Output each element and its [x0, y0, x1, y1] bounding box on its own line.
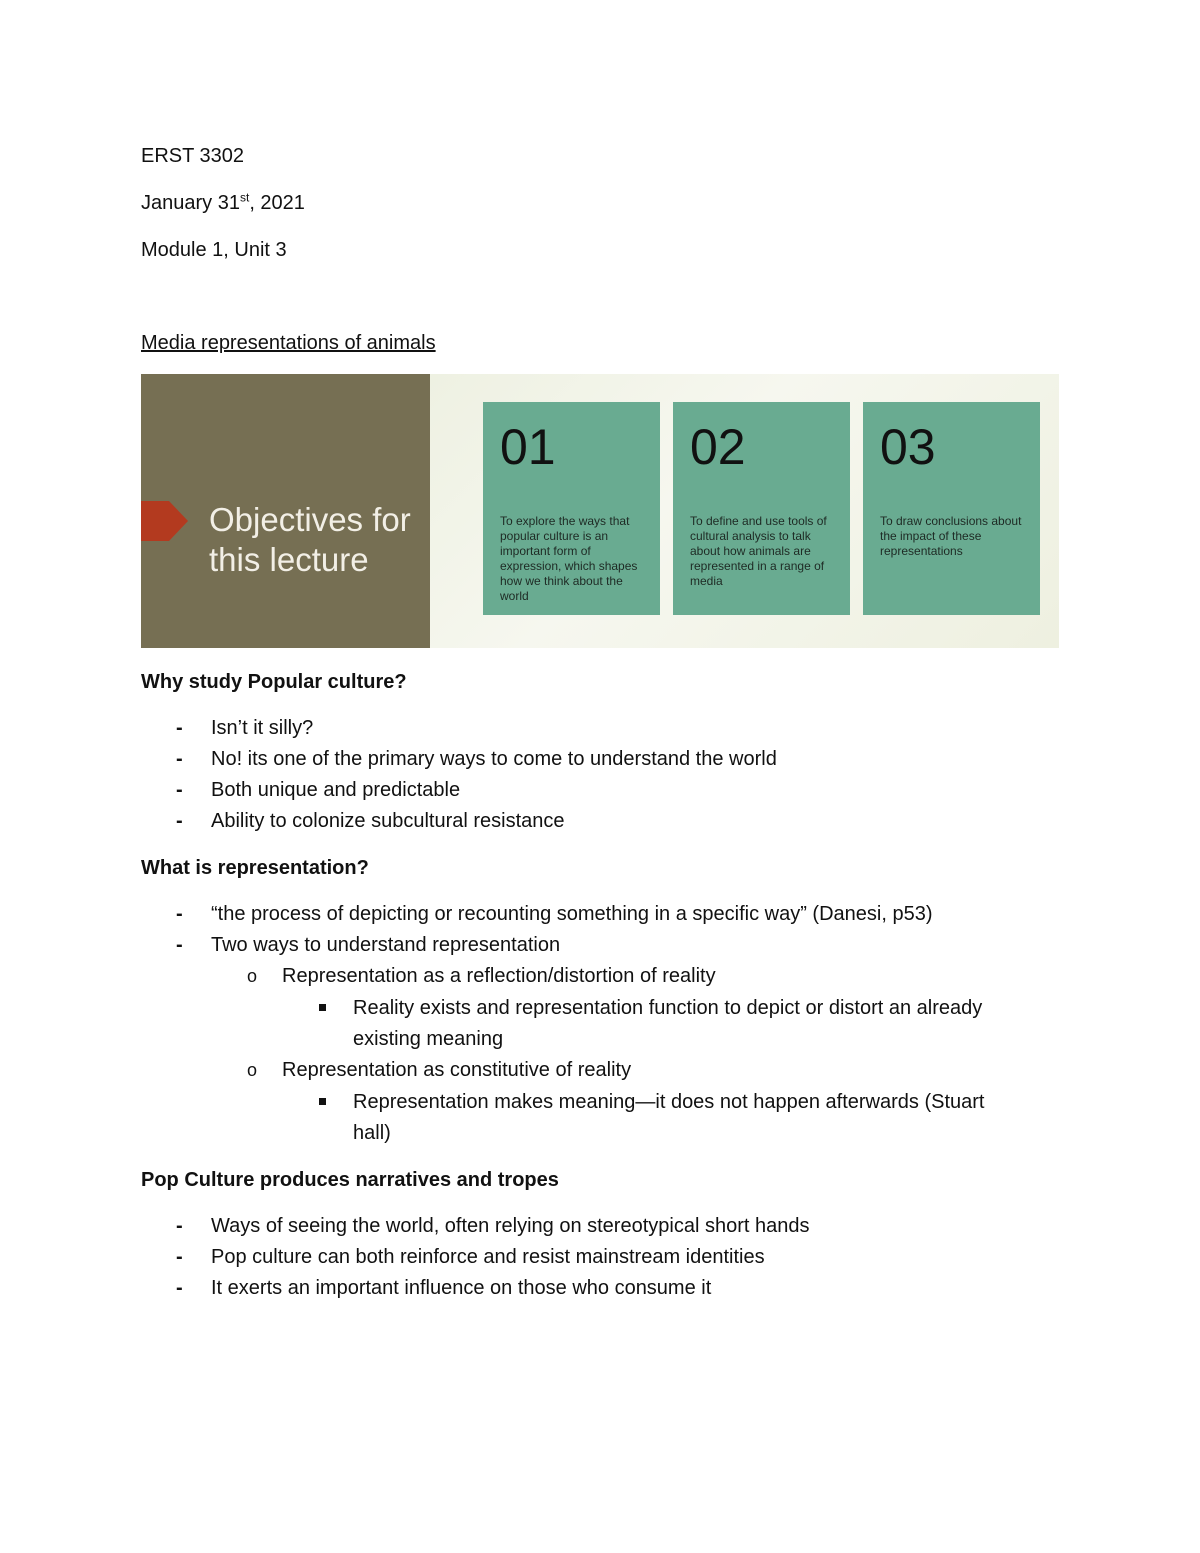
date-suffix: , 2021: [249, 192, 305, 214]
dash-bullet-icon: -: [176, 1277, 183, 1299]
dash-bullet-icon: -: [176, 903, 183, 925]
dash-bullet-icon: -: [176, 748, 183, 770]
objective-number: 01: [500, 419, 556, 475]
list-item: Pop culture can both reinforce and resist mainstream identities: [211, 1246, 765, 1268]
list-item: Both unique and predictable: [211, 779, 461, 801]
dash-bullet-icon: -: [176, 810, 183, 832]
objective-number: 03: [880, 419, 936, 475]
list-item: No! its one of the primary ways to come to understand the world: [211, 748, 777, 770]
detail-item: Reality exists and representation function to depict or distort an already: [353, 997, 983, 1019]
module-label: Module 1, Unit 3: [141, 239, 287, 261]
objective-text: To draw conclusions about the impact of these representations: [880, 514, 1022, 558]
square-bullet-icon: [319, 1098, 326, 1105]
detail-item-continued: hall): [353, 1122, 391, 1144]
list-item: Isn’t it silly?: [211, 717, 314, 739]
list-item: “the process of depicting or recounting something in a specific way” (Danesi, p53): [211, 903, 933, 925]
arrow-tip-icon: [169, 501, 188, 541]
circle-bullet-icon: o: [247, 966, 258, 986]
date-prefix: January 31: [141, 192, 240, 214]
objective-card-2: [673, 402, 850, 615]
course-code: ERST 3302: [141, 145, 245, 167]
section-heading: Pop Culture produces narratives and tropes: [141, 1169, 559, 1191]
detail-item-continued: existing meaning: [353, 1028, 504, 1050]
circle-bullet-icon: o: [247, 1060, 258, 1080]
list-item: Ability to colonize subcultural resistance: [211, 810, 565, 832]
sub-list-item: Representation as constitutive of reality: [282, 1059, 632, 1081]
date-superscript: st: [239, 190, 250, 205]
dash-bullet-icon: -: [176, 934, 183, 956]
objective-number: 02: [690, 419, 746, 475]
dash-bullet-icon: -: [176, 717, 183, 739]
objective-card-3: [863, 402, 1040, 615]
list-item: Ways of seeing the world, often relying on stereotypical short hands: [211, 1215, 810, 1237]
objective-text: To define and use tools of cultural analysis to talk about how animals are represented in a range of media: [690, 514, 827, 588]
slide-title: Objectives for this lecture: [209, 501, 411, 578]
section-heading: Why study Popular culture?: [141, 671, 407, 693]
dash-bullet-icon: -: [176, 1215, 183, 1237]
dash-bullet-icon: -: [176, 1246, 183, 1268]
dash-bullet-icon: -: [176, 779, 183, 801]
list-item: It exerts an important influence on those who consume it: [211, 1277, 712, 1299]
sub-list-item: Representation as a reflection/distortion of reality: [282, 965, 716, 987]
section-heading: What is representation?: [141, 857, 369, 879]
objectives-slide-image: [141, 374, 1059, 648]
objective-card-1: [483, 402, 660, 615]
detail-item: Representation makes meaning—it does not happen afterwards (Stuart: [353, 1091, 985, 1113]
list-item: Two ways to understand representation: [211, 934, 561, 956]
objective-text: To explore the ways that popular culture is an important form of expression, which shapes how we think about the world: [500, 514, 638, 603]
square-bullet-icon: [319, 1004, 326, 1011]
arrow-marker-icon: [141, 501, 169, 541]
page-title: Media representations of animals: [141, 332, 436, 354]
lecture-date: [141, 191, 305, 215]
